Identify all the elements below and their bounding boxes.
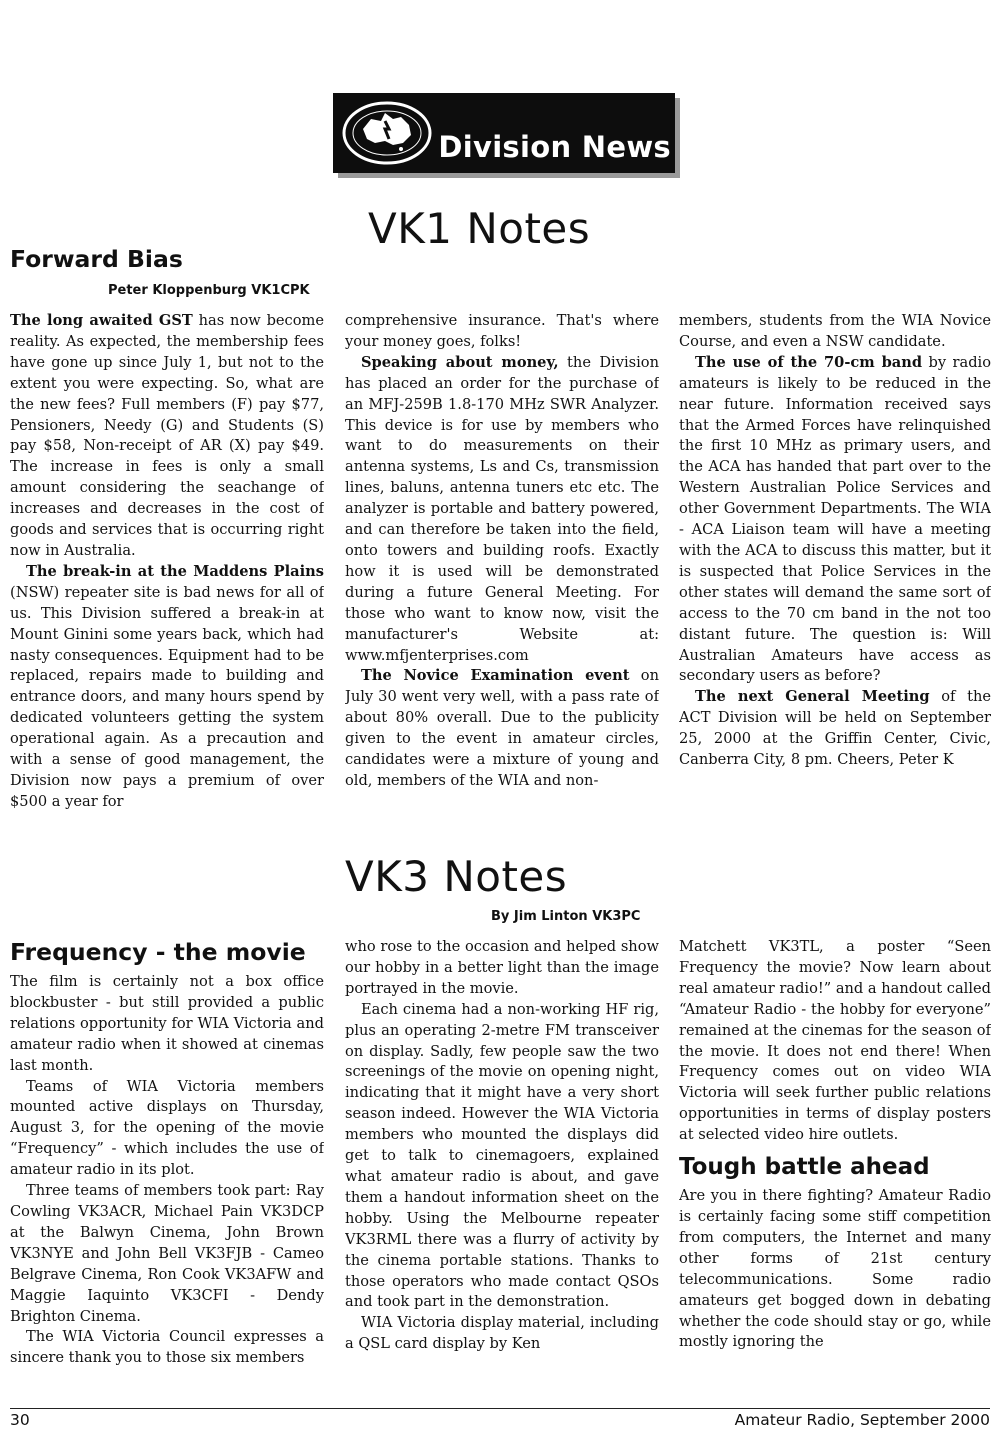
footer-rule [10, 1408, 990, 1409]
paragraph-text: Each cinema had a non-working HF rig, plus an operating 2-metre FM transceiver on display. Sadly, few people saw the two screenings of the movie on opening night, indicating that it might have a very short season indeed. However the WIA Victoria members who mounted the displays did get to talk to cinemagoers, explained what amateur radio is about, and gave them a handout information sheet on the hobby. Using the Melbourne repeater VK3RML there was a flurry of activity by the cinema portable stations. Thanks to those operators who made contact QSOs and took part in the demonstration. [345, 1000, 659, 1311]
paragraph [345, 666, 659, 791]
vk3-column-1 [10, 972, 324, 1392]
paragraph-text: The film is certainly not a box office blockbuster - but still provided a public relations opportunity for WIA Victoria and amateur radio when it showed at cinemas last month. [10, 973, 324, 1074]
vk3-byline: By Jim Linton VK3PC [491, 909, 641, 924]
paragraph [345, 1313, 659, 1355]
division-news-banner [333, 93, 675, 173]
paragraph [679, 311, 991, 353]
paragraph-lead: The Novice Examination event [361, 667, 630, 685]
vk3-section-title: VK3 Notes [345, 852, 568, 901]
paragraph-text: on July 30 went very well, with a pass rate of about 80% overall. Due to the publicity given to the event in amateur circles, candidates were a mixture of young and old, members of the WIA and non- [345, 667, 659, 789]
paragraph [10, 562, 324, 813]
paragraph [345, 311, 659, 353]
paragraph [679, 937, 991, 1146]
paragraph-text: Three teams of members took part: Ray Cowling VK3ACR, Michael Pain VK3DCP at the Balwyn Cinema, John Brown VK3NYE and John Bell VK3FJB - Cameo Belgrave Cinema, Ron Cook VK3AFW and Maggie Iaquinto VK3CFI - Dendy Brighton Cinema. [10, 1182, 324, 1325]
vk1-column-1 [10, 311, 324, 831]
paragraph-text: who rose to the occasion and helped show our hobby in a better light than the image portrayed in the movie. [345, 938, 659, 997]
footer-page-number: 30 [10, 1411, 30, 1429]
paragraph-text: The WIA Victoria Council expresses a sincere thank you to those six members [10, 1328, 324, 1367]
vk3-column-3-top [679, 937, 991, 1146]
footer-publication: Amateur Radio, September 2000 [734, 1411, 990, 1429]
paragraph-text: WIA Victoria display material, including a QSL card display by Ken [345, 1314, 659, 1353]
paragraph [10, 1077, 324, 1182]
paragraph-text: members, students from the WIA Novice Course, and even a NSW candidate. [679, 312, 991, 350]
paragraph [679, 1186, 991, 1353]
paragraph-lead: The next General Meeting [695, 688, 930, 706]
paragraph-text: Teams of WIA Victoria members mounted active displays on Thursday, August 3, for the opening of the movie “Frequency” - which includes the use of amateur radio in its plot. [10, 1077, 324, 1179]
vk1-heading: Forward Bias [10, 245, 183, 273]
paragraph [345, 353, 659, 667]
paragraph-lead: The break-in at the Maddens Plains [26, 562, 324, 580]
paragraph-text: has now become reality. As expected, the membership fees have gone up since July 1, but not to the extent you were expecting. So, what are the new fees? Full members (F) pay $77, Pensioners, Needy (G) and Students (S) pay $58, Non-receipt of AR (X) pay $49. The increase in fees is only a small amount considering the seachange of increases and decreases in the cost of goods and services that is occurring right now in Australia. [10, 312, 324, 559]
paragraph-text: by radio amateurs is likely to be reduced in the near future. Information received says that the Armed Forces have relinquished the first 10 MHz as primary users, and the ACA has handed that part over to the Western Australian Police Services and other Government Departments. The WIA - ACA Liaison team will have a meeting with the ACA to discuss this matter, but it is suspected that Police Services in the other states will demand the same sort of access to the 70 cm band in the not too distant future. The question is: Will Australian Amateurs have access as secondary users as before? [679, 353, 991, 685]
banner-title: Division News [438, 130, 671, 164]
paragraph [10, 972, 324, 1077]
paragraph-text: (NSW) repeater site is bad news for all of us. This Division suffered a break-in at Mount Ginini some years back, which had nasty consequences. Equipment had to be replaced, repairs made to building and entrance doors, and many hours spend by dedicated volunteers getting the system operational again. As a precaution and with a sense of good management, the Division now pays a premium of over $500 a year for [10, 583, 324, 810]
paragraph [10, 311, 324, 562]
paragraph [10, 1181, 324, 1327]
vk1-column-2 [345, 311, 659, 831]
wia-australia-emblem-icon [341, 99, 433, 167]
paragraph [679, 353, 991, 688]
vk3-column-3 [679, 937, 991, 1387]
vk3-column-3-bottom [679, 1186, 991, 1353]
paragraph [345, 937, 659, 1000]
paragraph [10, 1327, 324, 1369]
vk1-byline: Peter Kloppenburg VK1CPK [108, 283, 310, 298]
paragraph [345, 1000, 659, 1314]
paragraph-text: of the ACT Division will be held on September 25, 2000 at the Griffin Center, Civic, Canberra City, 8 pm. Cheers, Peter K [679, 688, 991, 769]
paragraph-text: Are you in there fighting? Amateur Radio is certainly facing some stiff competition from computers, the Internet and many other forms of 21st century telecommunications. Some radio amateurs get bogged down in debating whether the code should stay or go, while mostly ignoring the [679, 1187, 991, 1351]
paragraph-text: Matchett VK3TL, a poster “Seen Frequency the movie? Now learn about real amateur radio!” and a handout called “Amateur Radio - the hobby for everyone” remained at the cinemas for the season of the movie. It does not end there! When Frequency comes out on video WIA Victoria will seek further public relations opportunities in terms of display posters at selected video hire outlets. [679, 938, 991, 1144]
paragraph-text: comprehensive insurance. That's where your money goes, folks! [345, 312, 659, 350]
paragraph-lead: The use of the 70-cm band [695, 353, 923, 371]
vk1-column-3 [679, 311, 991, 831]
vk1-section-title: VK1 Notes [368, 204, 591, 253]
vk3-heading: Frequency - the movie [10, 938, 306, 966]
vk3-heading-2: Tough battle ahead [679, 1154, 930, 1181]
paragraph-lead: Speaking about money, [361, 353, 559, 371]
paragraph-text: the Division has placed an order for the purchase of an MFJ-259B 1.8-170 MHz SWR Analyzer. This device is for use by members who want to do measurements on their antenna systems, Ls and Cs, transmission lines, baluns, antenna tuners etc etc. The analyzer is portable and battery powered, and can therefore be taken into the field, onto towers and building roofs. Exactly how it is used will be demonstrated during a future General Meeting. For those who want to know now, visit the manufacturer's Website at: www.mfjenterprises.com [345, 353, 659, 664]
paragraph [679, 687, 991, 771]
paragraph-lead: The long awaited GST [10, 312, 193, 329]
vk3-column-2 [345, 937, 659, 1387]
